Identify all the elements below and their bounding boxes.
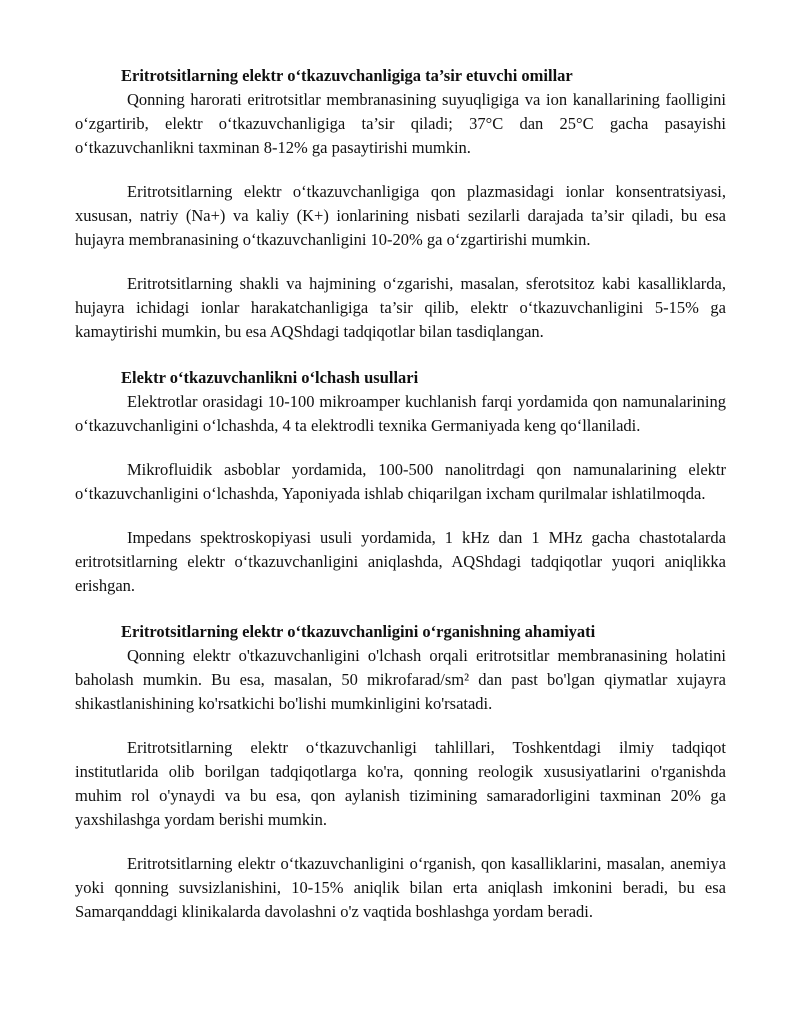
paragraph: Eritrotsitlarning elektr o‘tkazuvchanligini o‘rganish, qon kasalliklarini, masalan, anemiya yoki qonning suvsizlanishini, 10-15% aniqlik bilan erta aniqlash imkonini beradi, bu esa Samarqanddagi klinikalarda davolashni o'z vaqtida boshlashga yordam beradi. (75, 854, 726, 921)
section-heading: Eritrotsitlarning elektr o‘tkazuvchanligiga ta’sir etuvchi omillar (121, 66, 573, 85)
section-heading: Elektr o‘tkazuvchanlikni o‘lchash usullari (121, 368, 419, 387)
paragraph: Eritrotsitlarning elektr o‘tkazuvchanligiga qon plazmasidagi ionlar konsentratsiyasi, xususan, natriy (Na+) va kaliy (K+) ionlarining nisbati sezilarli darajada ta’sir qiladi, bu esa hujayra membranasining o‘tkazuvchanligini 10-20% ga o‘zgartirishi mumkin. (75, 182, 726, 249)
paragraph: Eritrotsitlarning shakli va hajmining o‘zgarishi, masalan, sferotsitoz kabi kasalliklarda, hujayra ichidagi ionlar harakatchanligiga ta’sir qilib, elektr o‘tkazuvchanligini 5-15% ga kamaytirishi mumkin, bu esa AQShdagi tadqiqotlar bilan tasdiqlangan. (75, 274, 726, 341)
paragraph: Qonning harorati eritrotsitlar membranasining suyuqligiga va ion kanallarining faolligini o‘zgartirib, elektr o‘tkazuvchanligiga ta’sir qiladi; 37°C dan 25°C gacha pasayishi o‘tkazuvchanlikni taxminan 8-12% ga pasaytirishi mumkin. (75, 90, 726, 157)
section-methods (75, 366, 726, 598)
paragraph: Elektrotlar orasidagi 10-100 mikroamper kuchlanish farqi yordamida qon namunalarining o‘tkazuvchanligini o‘lchashda, 4 ta elektrodli texnika Germaniyada keng qo‘llaniladi. (75, 392, 726, 435)
paragraph: Eritrotsitlarning elektr o‘tkazuvchanligi tahlillari, Toshkentdagi ilmiy tadqiqot institutlarida olib borilgan tadqiqotlarga ko'ra, qonning reologik xususiyatlarini o'rganishda muhim rol o'ynaydi va bu esa, qon aylanish tizimining samaradorligini taxminan 20% ga yaxshilashga yordam berishi mumkin. (75, 738, 726, 829)
paragraph: Impedans spektroskopiyasi usuli yordamida, 1 kHz dan 1 MHz gacha chastotalarda eritrotsitlarning elektr o‘tkazuvchanligini aniqlashda, AQShdagi tadqiqotlar yuqori aniqlikka erishgan. (75, 528, 726, 595)
section-importance (75, 620, 726, 924)
paragraph: Qonning elektr o'tkazuvchanligini o'lchash orqali eritrotsitlar membranasining holatini baholash mumkin. Bu esa, masalan, 50 mikrofarad/sm² dan past bo'lgan qiymatlar xujayra shikastlanishining ko'rsatkichi bo'lishi mumkinligini ko'rsatadi. (75, 646, 726, 713)
section-heading: Eritrotsitlarning elektr o‘tkazuvchanligini o‘rganishning ahamiyati (121, 622, 596, 641)
paragraph: Mikrofluidik asboblar yordamida, 100-500 nanolitrdagi qon namunalarining elektr o‘tkazuvchanligini o‘lchashda, Yaponiyada ishlab chiqarilgan ixcham qurilmalar ishlatilmoqda. (75, 460, 726, 503)
section-factors (75, 64, 726, 344)
